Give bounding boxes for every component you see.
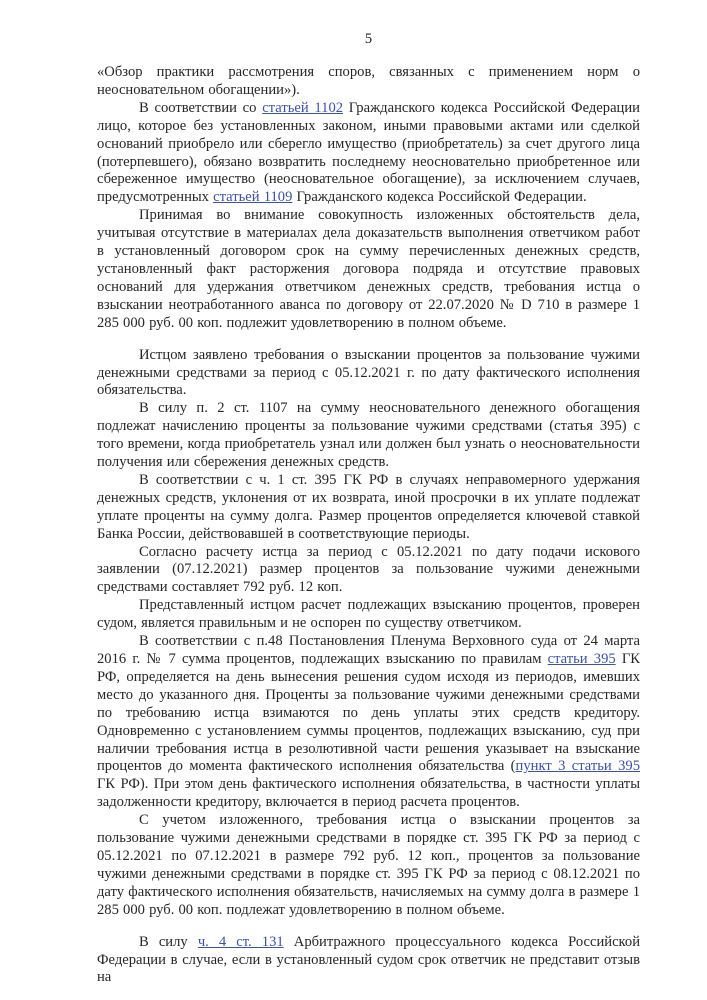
text-run: Истцом заявлено требования о взыскании процентов за пользование чужими денежными средствами за период с 05.12.2021 г. по дату фактического исполнения обязательства. — [97, 346, 640, 399]
text-run: «Обзор практики рассмотрения споров, связанных с применением норм о неосновательном обогащении»). — [97, 64, 640, 98]
text-run: В соответствии с ч. 1 ст. 395 ГК РФ в случаях неправомерного удержания денежных средств, уклонения от их возврата, иной просрочки в их уплате подлежат уплате проценты на сумму долга. Размер процентов определяется ключевой ставкой Банка России, действовавшей в соответствующие периоды. — [97, 471, 640, 542]
paragraph — [97, 934, 640, 988]
link-article-1102[interactable]: статьей 1102 — [262, 99, 344, 116]
paragraph — [97, 597, 640, 633]
paragraph — [97, 633, 640, 812]
text-run: В силу — [139, 933, 198, 950]
text-run: Согласно расчету истца за период с 05.12.2021 по дату подачи искового заявлении (07.12.2021) размер процентов за пользование чужими денежными средствами составляет 792 руб. 12 коп. — [97, 543, 640, 596]
paragraph — [97, 64, 640, 100]
text-run: В силу п. 2 ст. 1107 на сумму неосновательного денежного обогащения подлежат начислению проценты за пользование чужими средствами (статья 395) с того времени, когда приобретатель узнал или должен был узнать о неосновательности получения или сбережения денежных средств. — [97, 400, 640, 471]
text-run: ГК РФ). При этом день фактического исполнения обязательства, в частности уплаты задолженности кредитору, включается в период расчета процентов. — [97, 776, 640, 811]
text-run: Принимая во внимание совокупность изложенных обстоятельств дела, учитывая отсутствие в материалах дела доказательств выполнения ответчиком работ в установленный договором срок на сумму перечисленных денежных средств, установленный факт расторжения договора подряда и отсутствие правовых оснований для удержания ответчиком денежных средств, требования истца о взыскании неотработанного аванса по договору от 22.07.2020 № D 710 в размере 1 285 000 руб. 00 коп. подлежит удовлетворению в полном объеме. — [97, 207, 640, 331]
text-run: Гражданского кодекса Российской Федерации лицо, которое без установленных законом, иными правовыми актами или сделкой оснований приобрело или сберегло имущество (приобретатель) за счет другого лица (потерпевшего), обязано возвратить последнему неосновательно приобретенное или сбереженное имущество (неосновательное обогащение), за исключением случаев, предусмотренных — [97, 99, 640, 206]
paragraph — [97, 347, 640, 401]
link-article-395[interactable]: статьи 395 — [547, 651, 616, 667]
paragraph — [97, 812, 640, 919]
paragraph — [97, 207, 640, 332]
paragraph — [97, 544, 640, 598]
link-article-1109[interactable]: статьей 1109 — [213, 189, 293, 206]
text-run: Представленный истцом расчет подлежащих взысканию процентов, проверен судом, является правильным и не оспорен по существу ответчиком. — [97, 597, 640, 632]
paragraph — [97, 400, 640, 472]
page-number: 5 — [364, 31, 373, 47]
document-body — [97, 64, 640, 987]
paragraph — [97, 100, 640, 207]
text-run: В соответствии с п.48 Постановления Пленума Верховного суда от 24 марта 2016 г. № 7 сумма процентов, подлежащих взысканию по правилам — [97, 633, 640, 667]
text-run: ГК РФ, определяется на день вынесения решения судом исходя из периодов, имевших место до указанного дня. Проценты за пользование чужими денежными средствами по требованию истца взимаются по день уплаты этих средств кредитору. Одновременно с установлением суммы процентов, подлежащих взысканию, суд при наличии требования истца в резолютивной части решения указывает на взыскание процентов до момента фактического исполнения обязательства ( — [97, 651, 640, 775]
paragraph — [97, 472, 640, 544]
text-run: Арбитражного процессуального кодекса Российской Федерации в случае, если в установленный судом срок ответчик не представит отзыв на — [97, 933, 641, 986]
text-run: Гражданского кодекса Российской Федерации. — [292, 189, 587, 206]
link-point-3-article-395[interactable]: пункт 3 статьи 395 — [515, 758, 640, 775]
link-part-4-article-131[interactable]: ч. 4 ст. 131 — [197, 933, 284, 950]
text-run: С учетом изложенного, требования истца о взыскании процентов за пользование чужими денежными средствами в порядке ст. 395 ГК РФ за период с 05.12.2021 по 07.12.2021 в размере 792 руб. 12 коп., процентов за пользование чужими денежными средствами в порядке ст. 395 ГК РФ за период с 08.12.2021 по дату фактического исполнения обязательств, начисляемых на сумму долга в размере 1 285 000 руб. 00 коп. подлежат удовлетворению в полном объеме. — [97, 812, 640, 918]
text-run: В соответствии со — [139, 99, 263, 116]
